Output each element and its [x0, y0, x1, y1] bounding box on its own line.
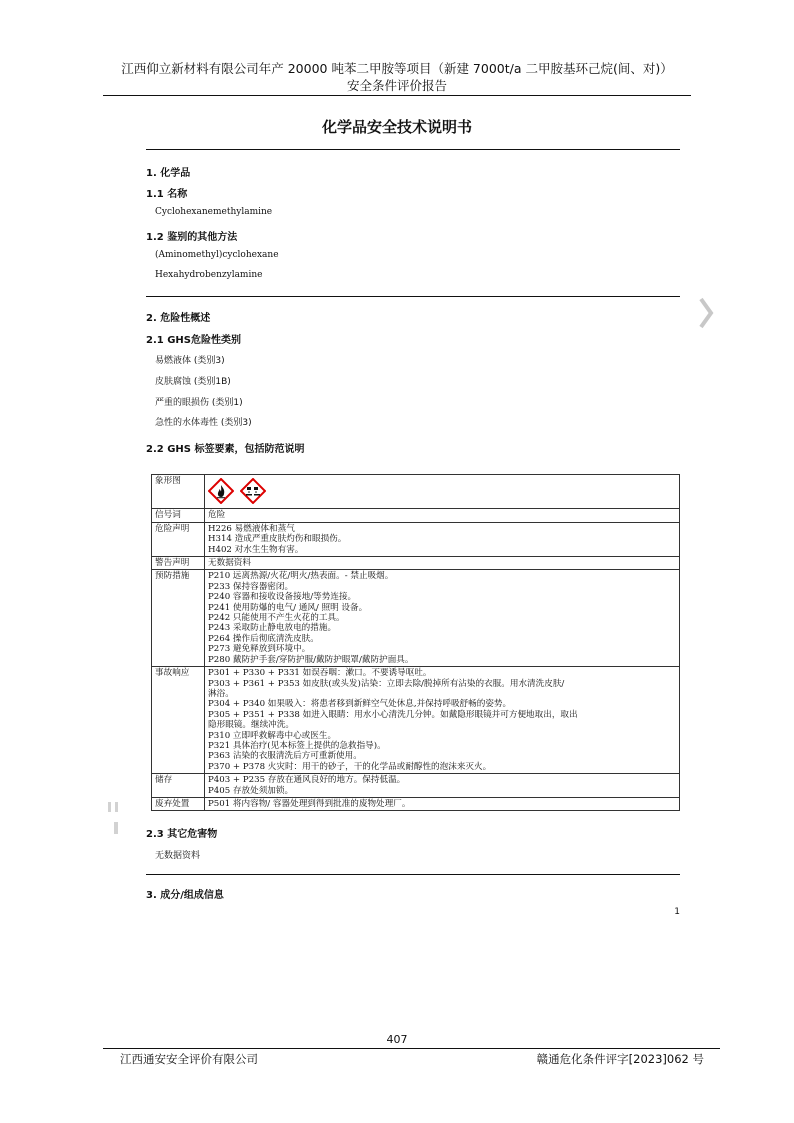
hazard-statements: [205, 522, 680, 556]
response-statement: P370 + P378 火灾时：用干的砂子，干的化学品或耐醇性的泡沫来灭火。: [208, 761, 492, 772]
response-statement: 淋浴。: [208, 688, 234, 699]
disposal-statement: P501 将内容物/ 容器处理到得到批准的废物处理厂。: [208, 798, 411, 809]
table-row: [152, 667, 680, 774]
table-row: [152, 557, 680, 570]
section-2-2-heading: 2.2 GHS 标签要素，包括防范说明: [146, 444, 305, 455]
pictogram-cell: [205, 475, 680, 509]
prevention-statement: P264 操作后彻底清洗皮肤。: [208, 633, 319, 644]
pictogram-label: 象形图: [152, 475, 205, 509]
response-statement: P304 + P340 如果吸入：将患者移到新鲜空气处休息,并保持呼吸舒畅的姿势。: [208, 699, 512, 710]
report-header-line2: 安全条件评价报告: [346, 78, 447, 93]
table-row: [152, 522, 680, 556]
warning-statement-label: 警告声明: [152, 557, 205, 570]
section-1-heading: 1. 化学品: [146, 168, 191, 179]
disposal-label: 废弃处置: [152, 797, 205, 810]
ghs-category: 易燃液体 (类别3): [155, 356, 225, 366]
response-statements: [205, 667, 680, 774]
prevention-label: 预防措施: [152, 570, 205, 667]
title-rule: [146, 149, 680, 150]
response-statement: P305 + P351 + P338 如进入眼睛：用水小心清洗几分钟。如戴隐形眼镜并可方便地取出，取出: [208, 709, 578, 720]
signal-word-label: 信号词: [152, 509, 205, 522]
report-header-line1: 江西仰立新材料有限公司年产 20000 吨苯二甲胺等项目（新建 7000t/a 二甲胺基环己烷(间、对)）: [121, 61, 673, 76]
storage-statements: [205, 774, 680, 798]
prevention-statement: P240 容器和接收设备接地/等势连接。: [208, 592, 357, 603]
corrosion-pictogram-icon: [240, 478, 266, 504]
response-statement: 隐形眼镜。继续冲洗。: [208, 720, 294, 731]
prevention-statement: P241 使用防爆的电气/ 通风/ 照明 设备。: [208, 602, 368, 613]
prevention-statement: P210 远离热源/火花/明火/热表面。- 禁止吸烟。: [208, 571, 394, 582]
prevention-statement: P280 戴防护手套/穿防护服/戴防护眼罩/戴防护面具。: [208, 654, 414, 665]
ghs-category: 急性的水体毒性 (类别3): [155, 418, 252, 428]
section-rule-1: [146, 296, 680, 297]
response-statement: P303 + P361 + P353 如皮肤(或头发)沾染：立即去除/脱掉所有沾染的衣服。用水清洗皮肤/: [208, 678, 565, 689]
response-label: 事故响应: [152, 667, 205, 774]
response-statement: P321 具体治疗(见本标签上提供的急救指导)。: [208, 740, 386, 751]
inner-page-number: 1: [674, 907, 680, 917]
section-1-1-heading: 1.1 名称: [146, 189, 188, 200]
section-2-1-heading: 2.1 GHS危险性类别: [146, 335, 241, 346]
document-title: 化学品安全技术说明书: [321, 118, 472, 136]
chemical-name: Cyclohexanemethylamine: [155, 207, 273, 217]
alt-name-2: Hexahydrobenzylamine: [155, 270, 263, 280]
hazard-statement: H226 易燃液体和蒸气: [208, 523, 295, 534]
signal-word: 危险: [205, 509, 680, 522]
alt-name-1: (Aminomethyl)cyclohexane: [155, 250, 279, 260]
prevention-statement: P273 避免释放到环境中。: [208, 644, 311, 655]
table-row: [152, 797, 680, 810]
section-rule-2: [146, 874, 680, 875]
flame-pictogram-icon: [208, 478, 234, 504]
storage-statement: P403 + P235 存放在通风良好的地方。保持低温。: [208, 775, 406, 786]
prevention-statement: P233 保持容器密闭。: [208, 581, 294, 592]
storage-label: 储存: [152, 774, 205, 798]
binding-mark-icon: [106, 800, 128, 840]
header-rule: [103, 95, 691, 96]
report-page-number: 407: [386, 1033, 408, 1046]
response-statement: P301 + P330 + P331 如误吞咽：漱口。不要诱导呕吐。: [208, 668, 432, 679]
footer-rule: [103, 1048, 720, 1049]
hazard-statement: H314 造成严重皮肤灼伤和眼损伤。: [208, 534, 347, 545]
table-row: [152, 475, 680, 509]
table-row: [152, 509, 680, 522]
warning-statement: 无数据资料: [205, 557, 680, 570]
footer-reference: 赣通危化条件评字[2023]062 号: [536, 1052, 704, 1066]
prevention-statements: [205, 570, 680, 667]
prevention-statement: P242 只能使用不产生火花的工具。: [208, 613, 345, 624]
ghs-category: 严重的眼损伤 (类别1): [155, 398, 243, 408]
section-3-heading: 3. 成分/组成信息: [146, 890, 224, 901]
other-hazards-text: 无数据资料: [155, 851, 201, 861]
section-1-2-heading: 1.2 鉴别的其他方法: [146, 232, 238, 243]
section-2-heading: 2. 危险性概述: [146, 313, 211, 324]
disposal-statements: [205, 797, 680, 810]
prevention-statement: P243 采取防止静电放电的措施。: [208, 623, 337, 634]
response-statement: P310 立即呼救解毒中心或医生。: [208, 730, 337, 741]
section-2-3-heading: 2.3 其它危害物: [146, 829, 218, 840]
response-statement: P363 沾染的衣服清洗后方可重新使用。: [208, 751, 362, 762]
hazard-statement-label: 危险声明: [152, 522, 205, 556]
footer-company: 江西通安安全评价有限公司: [120, 1052, 258, 1066]
chevron-right-icon: [698, 296, 714, 330]
storage-statement: P405 存放处须加锁。: [208, 785, 294, 796]
table-row: [152, 774, 680, 798]
ghs-label-table: [151, 474, 680, 811]
hazard-statement: H402 对水生生物有害。: [208, 544, 304, 555]
table-row: [152, 570, 680, 667]
ghs-category: 皮肤腐蚀 (类别1B): [155, 377, 231, 387]
